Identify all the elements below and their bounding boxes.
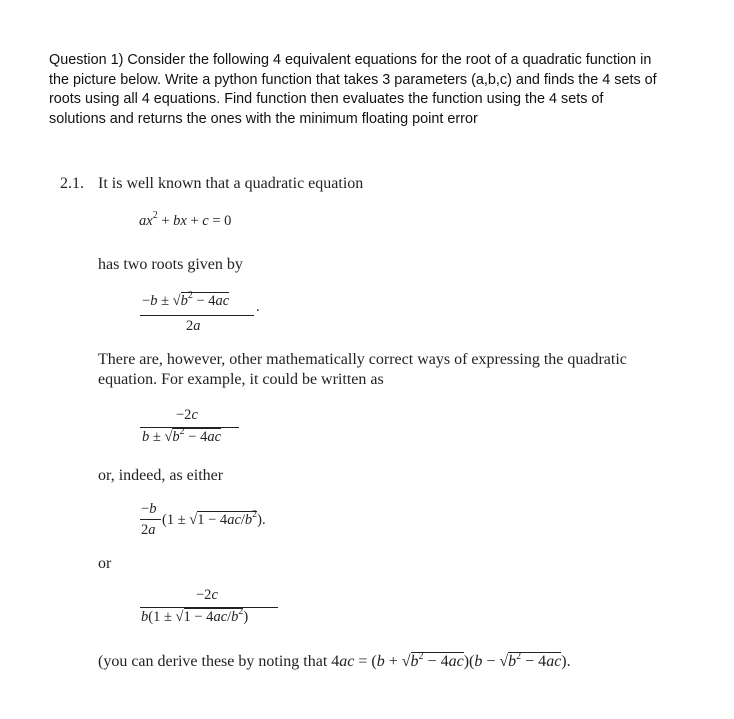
root-formula-alternative: −2c $b \pm √b^2 - 4ac$ [140, 407, 250, 452]
question-text [49, 51, 689, 129]
quadratic-equation: $ax^2$ + bx + c = 0 [139, 210, 232, 229]
root-formula-factored-alternative: −2c $b(1 \pm √1 - 4ac/b^2)$ [140, 587, 290, 632]
intro-text: It is well known that a quadratic equation [98, 175, 364, 192]
section-number: 2.1. [60, 175, 84, 192]
question-line-4: solutions and returns the ones with the minimum floating point error [49, 110, 478, 127]
paragraph-line-2: equation. For example, it could be written as [98, 371, 384, 388]
either-text: or, indeed, as either [98, 467, 224, 484]
question-line-1: Question 1) Consider the following 4 equivalent equations for the root of a quadratic function in [49, 52, 652, 68]
root-formula-factored: −b 2a $(1 \pm √1 - 4ac/b^2)$. [141, 501, 266, 538]
question-line-3: roots using all 4 equations. Find function then evaluates the function using the 4 sets of [49, 91, 604, 108]
paragraph-line-1: There are, however, other mathematically correct ways of expressing the quadratic [98, 351, 627, 368]
or-text: or [98, 555, 112, 572]
derivation-note: (you can derive these by noting that $4ac = (b + √b^2 - 4ac)(b - √b^2 - 4ac)$. [98, 650, 571, 670]
question-line-2: the picture below. Write a python function that takes 3 parameters (a,b,c) and finds the 4 sets of [49, 71, 657, 88]
roots-intro-text: has two roots given by [98, 256, 243, 273]
root-formula-standard: $-b \pm √b^2 - 4ac$ . 2a [142, 290, 260, 334]
